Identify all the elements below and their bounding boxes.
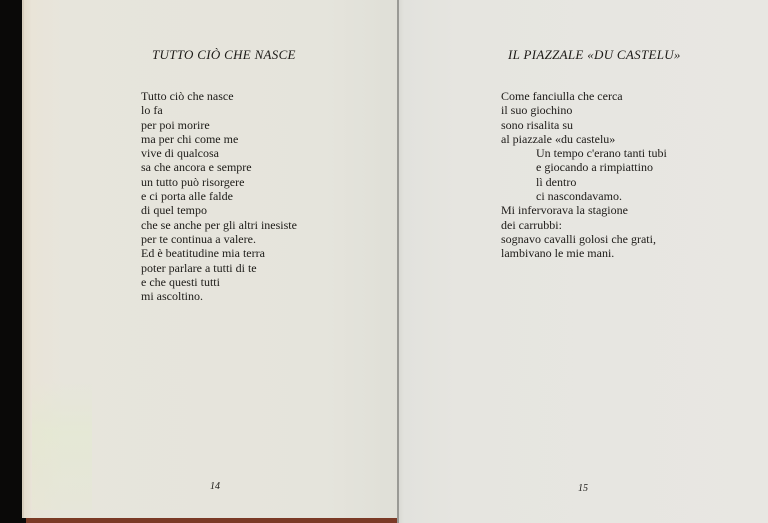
right-page-number: 15 <box>578 483 588 494</box>
poem-line: e che questi tutti <box>141 274 220 289</box>
poem-line: Come fanciulla che cerca <box>501 89 623 103</box>
poem-line: per poi morire <box>141 117 210 132</box>
left-page-number: 14 <box>210 481 220 492</box>
poem-line: un tutto può risorgere <box>141 174 245 189</box>
right-poem-title: IL PIAZZALE «DU CASTELU» <box>508 47 681 62</box>
poem-line: lo fa <box>141 103 163 118</box>
poem-line: vive di qualcosa <box>141 146 219 161</box>
left-poem-title: TUTTO CIÒ CHE NASCE <box>152 47 296 62</box>
left-poem-body <box>141 89 297 303</box>
poem-line: Un tempo c'erano tanti tubi <box>536 146 667 161</box>
poem-line: lambivano le mie mani. <box>501 246 615 261</box>
poem-line: di quel tempo <box>141 203 207 218</box>
right-poem-body <box>501 89 667 261</box>
poem-line: poter parlare a tutti di te <box>141 260 257 275</box>
poem-line: ma per chi come me <box>141 131 239 146</box>
poem-line: sono risalita su <box>501 117 573 132</box>
poem-line: dei carrubbi: <box>501 217 562 232</box>
poem-line: ci nascondavamo. <box>536 189 622 204</box>
poem-line: sa che ancora e sempre <box>141 160 252 175</box>
poem-line: sognavo cavalli golosi che grati, <box>501 231 656 246</box>
book-gutter <box>397 0 399 523</box>
poem-line: Ed è beatitudine mia terra <box>141 246 265 261</box>
poem-line: e ci porta alle falde <box>141 189 233 204</box>
poem-line: per te continua a valere. <box>141 231 256 246</box>
poem-line: Tutto ciò che nasce <box>141 89 234 103</box>
poem-line: e giocando a rimpiattino <box>536 160 653 175</box>
right-page <box>398 0 768 523</box>
poem-line: lì dentro <box>536 174 577 189</box>
poem-line: mi ascoltino. <box>141 289 203 304</box>
poem-line: Mi infervorava la stagione <box>501 203 628 218</box>
poem-line: che se anche per gli altri inesiste <box>141 217 297 232</box>
poem-line: il suo giochino <box>501 103 573 118</box>
poem-line: al piazzale «du castelu» <box>501 131 616 146</box>
left-page <box>22 0 398 518</box>
